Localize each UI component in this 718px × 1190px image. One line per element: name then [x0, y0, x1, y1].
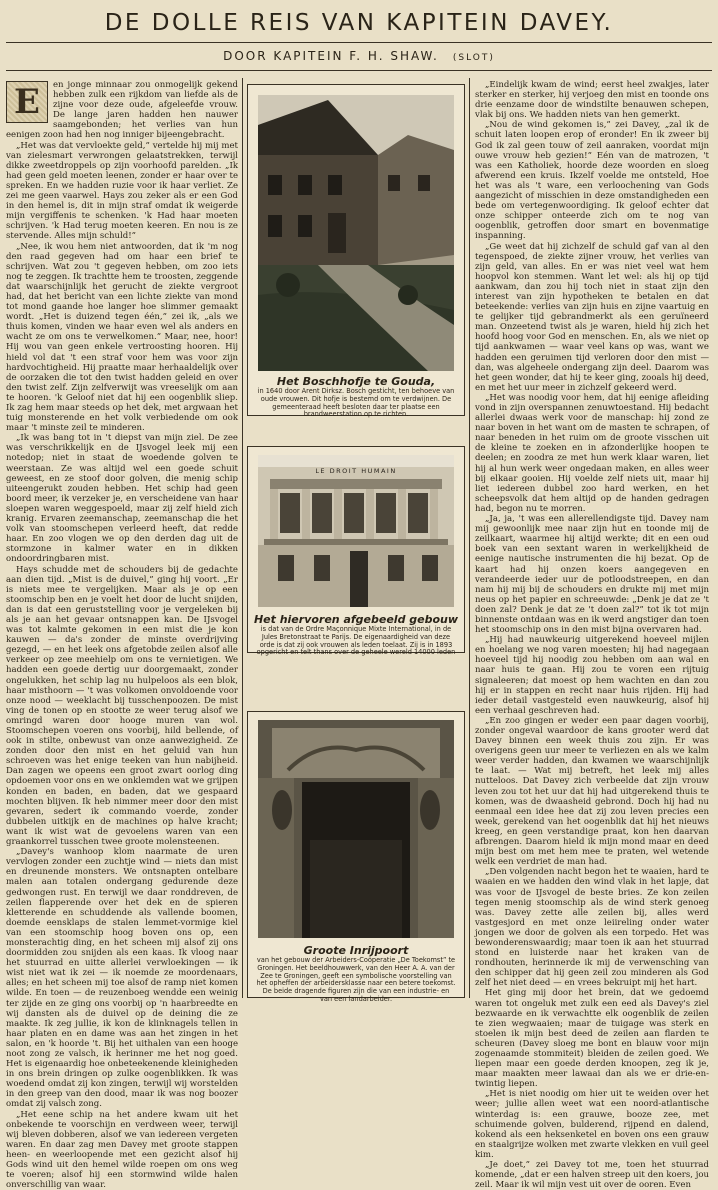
- photo-frame-boschhofje: [247, 84, 465, 419]
- dropcap-letter: E: [6, 81, 48, 123]
- right-paragraph: „Den volgenden nacht begon het te waaien, hard te waaien en we hadden den wind vlak in het lapje, dat was voor de IJsvogel de beste bries. Ze kon zeilen tegen menig stoomschip als de wind sterk genoeg was. Davey zette alle zeilen bij, alles werd vastgesjord en met onze leiireling onder water jongen we door de golven als een torpedo. Het was bewonderenswaardig; maar toen ik aan het stuurrad stond en luisterde naar het kraken van de rondhouten, herinnerde ik mij de verwensching van den schipper dat hij geen zeil zou minderen als God zelf het niet deed — en vrees bekruipt mij het hart.: [475, 867, 709, 989]
- left-paragraph: Hays schudde met de schouders bij de gedachte aan dien tijd. „Mist is de duivel,” ging hij voort. „Er is niets mee te vergelijken. Maar als je op een stoomschip ben en je voelt het door de lucht snijden, dan is dat een geruststelling voor je vergeleken bij als je aan het gevaar ontsnappen kan. De IJsvogel was tot kalmte gekomen in een mist die je kon kauwen — da's zonder de minste overdrijving gezegd, — en het leek ons afgetobde zeilen alsof alle verkeer op zee meehielp om ons te vernietigen. We hadden een goede dertig uur doorgemaakt, zonder ongelukken, het schip lag nu hulpeloos als een blok, haar misthoorn — 't was volkomen onvoldoende voor onze nood — weeklacht bij tusschenpoozen. De mist ving de tonen op en stootte ze weer terug alsof we omringd waren door hooge muren van wol. Stoomschepen voeren ons voorbij, hild bellende, of ook in stilte, onbewust van onze aanwezigheid. Ze zonden door den mist en het geluid van hun schroeven was het enige teeken van hun nabijheid. Dan zagen we opeens een groot zwart oorlog ding opdoemen voor ons en we onklemden wat we grijpen konden en baden, en baden, dat we gespaard mochten blijven. Ik heb nimmer meer door den mist gevaren, sedert ik commando voerde, zonder dubbelen uitkijk en de machines op halve kracht; want ik wist wat de gevoelens waren van een graankorrel tusschen twee groote molensteenen.: [6, 564, 238, 848]
- photo-droit-humain: [258, 455, 454, 607]
- right-paragraph: „Nou de wind gekomen is,” zei Davey, „zal ik de schuit laten loopen erop of eronder! En ik zweer bij God ik zal geen touw of zeil aanraken, voordat mijn ouwe vrouw heb gezien!” Eén van de matrozen, 't was een Katholiek, hoorde deze woorden en sloeg afwerend een kruis. Ikzelf voelde me ontsteld, Hoe het was als 't ware, een verloochening van Gods aangezicht of misschien in deze omstandigheden een bede om vertegenwoordiging. Ik geloof echter dat onze schipper onteerde zich om te nog van oogenblik, getroffen door smart en bovenmatige inspanning.: [475, 120, 709, 242]
- right-paragraph: „Eindelijk kwam de wind; eerst heel zwakjes, later sterker en sterker, hij verjoeg den mist en toonde ons drie eenzame door de windstilte benauwen schepen, vlak bij ons. We hadden niets van hen gemerkt.: [475, 80, 709, 121]
- article-title: DE DOLLE REIS VAN KAPITEIN DAVEY.: [104, 10, 614, 36]
- photo-inrijpoort: [258, 720, 454, 938]
- photo-boschhofje: [258, 95, 454, 371]
- photo-frame-droit-humain: [247, 446, 465, 657]
- left-paragraph: „Davey's wanhoop klom naarmate de uren vervlogen zonder een zuchtje wind — niets dan mist en dreunende monsters. We ontsnapten ontelbare malen aan totalen ondergang gedurende deze gedwongen rust. En terwijl we daar ronddreven, de zeilen flapperende over het dek en de spieren kletterende en schuddende als vallende boomen, doemde eensklaps de stalen lemmet-vormige kiel van een stoomschip hoog boven ons op, een monsterachtig ding, en het scheen mij alsof zij ons doormidden zou snijden als een kaas. Ik vloog naar het stuurrad en uitte allerlei verwloekingen — ik wist niet wat ik zei — ik noemde ze moordenaars, alles; en het scheen mij toe alsof de ramp niet komen wilde. En toen — de reuzenboeg wendde een weinig ter zijde en ze ging ons voorbij op 'n haarbreedte en wij dansten als de duivel op de deining die ze maakte. Ik zeg jullie, ik kon de klinknagels tellen in haar platen en en dame was aan het zingen in het salon, en 'k hoorde 't. Bij het uithalen van een hooge noot zong ze valsch, ik herinner me het nog goed. Het is eigenaardig hoe onbeteekenende kleinigheden in ons brein dringen op zulke oogenblikken. Ik was woedend omdat zij kon zingen, terwijl wij worstelden in den greep van den dood, maar ik was nog boozer omdat zij valsch zong.: [6, 847, 238, 1110]
- caption-title-droit-humain: Het hiervoren afgebeeld gebouw: [253, 613, 459, 626]
- right-text-column: [475, 80, 709, 1190]
- photo-boschhofje-drawing: [258, 95, 454, 371]
- left-paragraph-text: en jonge minnaar zou onmogelijk gekend hebben zulk een rijkdom van liefde als de zijne voor deze oude, afgeleefde vrouw. De lange jaren hadden hen nauwer saamgebonden; het verlies van hun eenigen zoon had hen nog inniger bijeengebracht.: [6, 80, 238, 141]
- left-paragraph: „Ik was bang tot in 't diepst van mijn ziel. De zee was verschrikkelijk en de IJsvogel leek mij een notedop; niet in staat de woedende golven te weerstaan. Ze was altijd wel een goede schuit geweest, en ze stoof door golven, die menig schip uiteengerukt zouden hebben. Het schip had geen boord meer, ik verzeker je, en verscheidene van haar sloepen waren weggespoeld, maar zij zelf hield zich kranig. Ervaren zeemanschap, zeemanschap die het volk van stoomschepen verleerd heeft, dat redde haar. En zoo vlogen we op den derden dag uit de stormzone in kalmer water en in dikken ondoordringbaren mist.: [6, 433, 238, 565]
- right-paragraph: „Het is niet noodig om hier uit te weiden over het weer; jullie allen weet wat een noord-atlantische winterdag is: een grauwe, booze zee, met schuimende golven, bulderend, rijpend en dalend, kokend als een heksenketel en boven ons een grauw en staalgrijze wolken met zwarte vlekken en vuil geel kim.: [475, 1089, 709, 1160]
- left-paragraph: „Nee, ik wou hem niet antwoorden, dat ik 'm nog den raad gegeven had om haar een brief te schrijven. Wat zou 't gegeven hebben, om zoo iets nog te zeggen. Ik trachtte hem te troosten, zeggende dat waarschijnlijk het gerucht de ziekte vergroot had, dat het bericht van een lichte ziekte van mond tot mond gaande hoe langer hoe slimmer gemaakt wordt. „Het is duizend tegen één,” zei ik, „als we thuis komen, vinden we haar even wel als anders en wacht ze om ons te verwelkomen.” Maar, nee, hoor! Hij wou van geen enkele vertroosting hooren. Hij hield vol dat 't een straf voor hem was voor zijn hardvochtigheid. Hij praatte maar herhaaldelijk over de oorzaken die tot den twist hadden geleid en over den twist zelf. Zijn zelfverwijt was vreeselijk om aan te hooren. 'k Geloof niet dat hij een oogenblik sliep. Ik zag hem maar steeds op het dek, met argwaan het tuig monsterende en het volk verbiedende om ook maar 't minste zeil te minderen.: [6, 241, 238, 434]
- title-rule: [6, 42, 712, 43]
- left-paragraph: „Het eene schip na het andere kwam uit het onbekende te voorschijn en verdween weer, terwijl wij bleven dobberen, alsof we van iedereen vergeten waren. En daar zag men Davey met groote stappen heen- en weerloopende met een gezicht alsof hij Gods wind uit den hemel wilde roepen om ons weg te voeren; alsof hij een stormwind wilde halen onverschillig van waar.: [6, 1109, 238, 1190]
- photo-inrijpoort-drawing: [258, 720, 454, 938]
- right-paragraph: „En zoo gingen er weder een paar dagen voorbij, zonder ongeval waardoor de kans grooter werd dat Davey binnen een week thuis zou zijn. Er was overigens geen uur meer te verliezen en als we kalm weer verder hadden, dan kwamen we waarschijnlijk te laat. — Wat mij betreft, het leek mij alles nutteloos. Dat Davey zich verbeelde dat zijn vrouw leven zou tot het uur dat hij had uitgerekend thuis te komen, was de dwaasheid gebrond. Doch hij had nu eenmaal een idee hee dat zij zou leven precies een week, gerekend van het oogenblik dat hij het nieuws kreeg, en geen verstandige praat, kon hen daarvan afbrengen. Daarom hield ik mijn mond maar en deed mijn best om met hem mee te praten, wel wetende welk een verdriet de man had.: [475, 715, 709, 868]
- byline-rule: [6, 70, 712, 71]
- right-paragraph: Het ging mij door het brein, dat we gedoemd waren tot ongeluk met zulk een eed als Davey's ziel bezwaarde en ik verwachtte elk oogenblik de zeilen te zien wegwaaien; maar de tuigage was sterk en stoelen ik mijn best deed de zeilen aan flarden te scheuren (Davey sloeg me bont en blauw voor mijn zogenaamde stommiteit) bleiden de zeilen goed. We liepen maar een goede derden knoopen, zeg ik je, maar maakten meer lawaai dan als we er drie-en-twintig liepen.: [475, 988, 709, 1090]
- byline-suffix: (SLOT): [452, 53, 495, 63]
- right-paragraph: „Ge weet dat hij zichzelf de schuld gaf van al den tegenspoed, de ziekte zijner vrouw, het verlies van zijn geld, van alles. En er was niet veel wat hem hoopvol kon stemmen. Want let wel: als hij op tijd aankwam, dan zou hij toch niet in staat zijn den interest van zijn hypotheken te betalen en dat beteekende: verlies van zijn huis en zijne vaartuig en te gelijker tijd gebrandmerkt als een geruïneerd man. Onzeetend twist als je waren, hield hij zich het hoofd hoog voor God en menschen. En, als we niet op tijd aankwamen — waar veel kans op was, want we hadden een geruimen tijd verloren door den mist — dan, was algeheele ondergang zijn deel. Daarom was het geen wonder, dat hij te keer ging, zooals hij deed, en met het uur meer in zichzelf gekeerd werd.: [475, 241, 709, 393]
- column-divider-right: [469, 78, 470, 998]
- column-divider-left: [242, 78, 243, 998]
- right-paragraph: „Je doet,” zei Davey tot me, toen het stuurrad komende, „dat er een halven streep uit den koers, jou zeil. Maar ik wil mijn vest uit over de ooren. Even: [475, 1160, 709, 1190]
- caption-title-boschhofje: Het Boschhofje te Gouda,: [276, 375, 436, 388]
- right-paragraph: „Ja, ja, 't was een allerellendigste tijd. Davey nam mij gewoonlijk mee naar zijn hut en toonde mij de zeilkaart, waarmee hij altijd werkte; dit en een oud boek van een sextant waren in werkelijkheid de eenige nautische instrumenten die hij bezat. Op de kaart had hij onzen koers aangegeven en verandeerde ieder uur de potloodstreepen, en dan nam hij mij bij de schouders en drukte mij met mijn neus op het papier en schreeuwde: „Denk je dat ze 't doen zal? Denk je dat ze 't doen zal?” tot ik tot mijn binnenste ontdaan was en ik werd angstiger dan toen het stoomschip ons in den mist bijna overvaren had.: [475, 514, 709, 636]
- byline-text: DOOR KAPITEIN F. H. SHAW.: [223, 49, 439, 63]
- left-paragraph: „Het was dat vervloekte geld,” vertelde hij mij met van zielesmart verwrongen gelaatstrekken, terwijl dikke zweetdroppels op zijn voorhoofd parelden. „Ik had geen geld moeten leenen, zonder er haar over te spreken. En we hadden ruzie voor ik haar verliet. Ze zei me geen vaarwel. Hays zou zeker als er een God in den hemel is, dit in mijn straf omdat ik weigerde mijn vergiffenis te schenken. 'k Had haar moeten schrijven. 'k Had terug moeten keeren. En nou is ze stervende. Alles mijn schuld!”: [6, 140, 238, 242]
- photo-droit-humain-drawing: [258, 455, 454, 607]
- caption-text-inrijpoort: van het gebouw der Arbeiders-Coöperatie „De Toekomst” te Groningen. Het beeldhouwwerk, van den Heer A. A. van der Zee te Groningen, geeft een symbolische voorstelling van het opheffen der arbeidersklasse naar een betere toekomst. De beide dragende figuren zijn die van een industrie- en van een landarbeider.: [256, 956, 456, 1003]
- right-paragraph: „Hij had nauwkeurig uitgerekend hoeveel mijlen en hoelang we nog varen moesten; hij had nagegaan hoeveel tijd hij noodig zou hebben om aan wal en naar huis te gaan. Hij zou te voren een rijtuig signaleeren; dat moest op hem wachten en dan zou hij er in stappen en recht naar huis rijden. Hij had ieder detail vastgesteld even nauwkeurig, alsof hij een verhaal geschreven had.: [475, 635, 709, 716]
- right-paragraph: „Het was noodig voor hem, dat hij eenige afleiding vond in zijn overspannen zenuwtoestand. Hij bedacht allerlei dwaas werk voor de manschap: hij zond ze naar boven in het want om de masten te schrapen, of naar beneden in het ruim om de groote visschen uit de kleine te zoeken en in afzonderlijke hoopen te deelen; en zoodra ze met hun werk klaar waren, liet hij al hun werk weer ongedaan maken, en alles weer bij elkaar gooien. Hij voelde zelf niets uit, maar hij liet iedereen dubbel zoo hard werken, en het scheepsvolk dat hem altijd op de handen gedragen had, begon nu te morren.: [475, 392, 709, 514]
- caption-text-droit-humain: is dat van de Ordre Maçonnique Mixte International, in de Jules Bretonstraat te Parijs. De eigenaardigheid van deze orde is dat zij ook vrouwen als leden toelaat. Zij is in 1893 opgericht en telt thans over de geheele wereld 14000 leden: [256, 625, 456, 657]
- caption-title-inrijpoort: Groote Inrijpoort: [303, 944, 409, 957]
- left-paragraph: [6, 80, 238, 141]
- left-text-column: [6, 80, 238, 1190]
- article-byline: [0, 49, 718, 63]
- caption-text-boschhofje: in 1640 door Arent Dirksz. Bosch gesticht, ten behoeve van oude vrouwen. Dit hofje is bestemd om te verdwijnen. De gemeenteraad heeft besloten daar ter plaatse een brandweerstation op te richten.: [257, 387, 455, 419]
- photo-frame-inrijpoort: [247, 711, 465, 1003]
- building-sign: LE DROIT HUMAIN: [315, 467, 397, 475]
